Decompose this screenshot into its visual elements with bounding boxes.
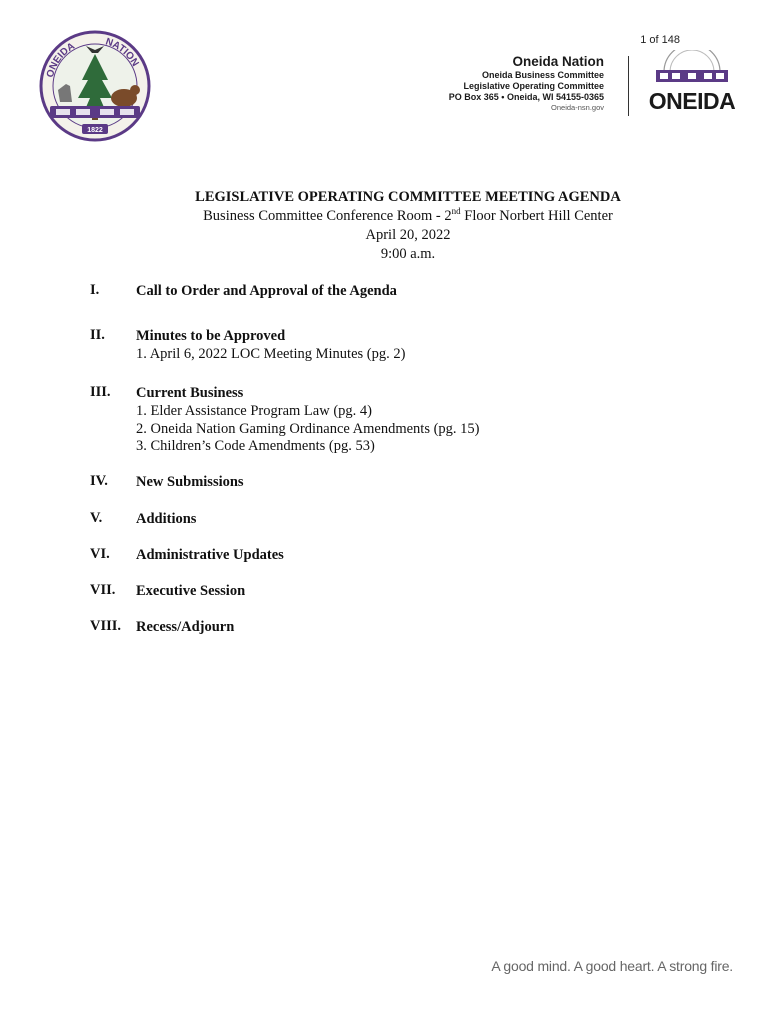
agenda-item	[90, 618, 690, 654]
footer-tagline: A good mind. A good heart. A strong fire.	[491, 958, 733, 974]
agenda-subitems	[136, 403, 690, 456]
agenda-item-title: Current Business	[136, 385, 244, 401]
letterhead-address	[449, 53, 604, 113]
letterhead-org: Oneida Nation	[512, 54, 604, 69]
seal-arc-left: ONEIDA	[44, 40, 77, 79]
agenda-item-title: Administrative Updates	[136, 547, 284, 563]
brand-wordmark: ONEIDA	[648, 88, 736, 114]
agenda-item	[90, 384, 690, 473]
oneida-nation-seal-logo	[38, 28, 152, 144]
location-text-pre: Business Committee Conference Room - 2	[203, 208, 452, 224]
agenda-subitem: 3. Children’s Code Amendments (pg. 53)	[136, 438, 375, 454]
agenda-date: April 20, 2022	[365, 227, 451, 243]
letterhead-line1: Oneida Business Committee	[481, 70, 604, 80]
agenda-item-title: Executive Session	[136, 583, 246, 599]
agenda-subitems	[136, 346, 690, 364]
agenda-item	[90, 546, 690, 582]
agenda-numeral: VIII.	[90, 618, 122, 634]
letterhead-divider	[628, 56, 629, 116]
wampum-arc-icon	[642, 50, 746, 86]
letterhead-line2: Legislative Operating Committee	[463, 81, 604, 91]
page-indicator: 1 of 148	[640, 34, 680, 46]
agenda-numeral: VII.	[90, 582, 116, 598]
agenda-subitem: 1. Elder Assistance Program Law (pg. 4)	[136, 403, 372, 419]
agenda-numeral: V.	[90, 510, 103, 526]
agenda-numeral: III.	[90, 384, 111, 400]
seal-arc-right: NATION	[104, 36, 141, 69]
agenda-list	[90, 282, 690, 654]
agenda-subitem: 1. April 6, 2022 LOC Meeting Minutes (pg. 2)	[136, 346, 406, 362]
oneida-brand-logo	[642, 50, 746, 116]
agenda-header	[0, 188, 770, 264]
agenda-subitem: 2. Oneida Nation Gaming Ordinance Amendments (pg. 15)	[136, 420, 480, 437]
agenda-item	[90, 282, 690, 327]
letterhead-web: Oneida-nsn.gov	[551, 103, 604, 112]
agenda-item	[90, 510, 690, 546]
seal-year: 1822	[87, 127, 103, 134]
agenda-time: 9:00 a.m.	[380, 246, 436, 262]
agenda-item-title: Minutes to be Approved	[136, 328, 286, 344]
agenda-item	[90, 473, 690, 510]
agenda-item-title: Call to Order and Approval of the Agenda	[136, 283, 397, 299]
letterhead-line3: PO Box 365 • Oneida, WI 54155-0365	[448, 92, 604, 102]
location-ordinal: nd	[451, 206, 461, 217]
agenda-location	[0, 207, 770, 226]
location-text-post: Floor Norbert Hill Center	[460, 208, 613, 224]
agenda-item-title: New Submissions	[136, 474, 244, 490]
agenda-item-title: Additions	[136, 511, 197, 527]
agenda-numeral: I.	[90, 282, 100, 298]
agenda-item	[90, 327, 690, 384]
agenda-numeral: IV.	[90, 473, 108, 489]
agenda-numeral: II.	[90, 327, 105, 343]
agenda-numeral: VI.	[90, 546, 110, 562]
agenda-item	[90, 582, 690, 618]
agenda-item-title: Recess/Adjourn	[136, 619, 235, 635]
agenda-title: LEGISLATIVE OPERATING COMMITTEE MEETING AGENDA	[195, 189, 621, 205]
